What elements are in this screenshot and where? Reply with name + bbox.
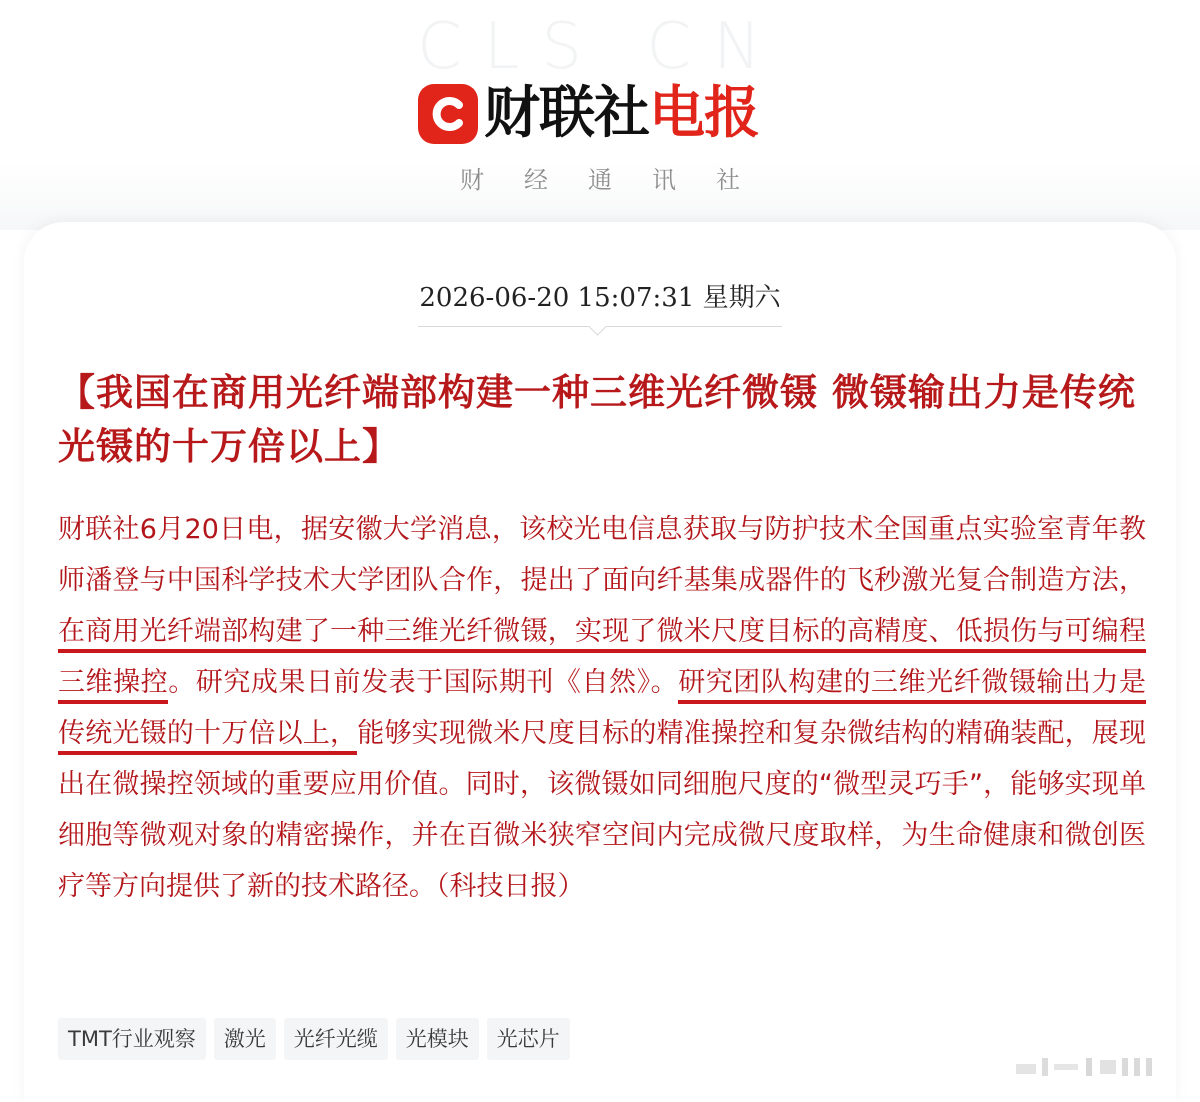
logo-wordmark-telegraph: 电报 (649, 81, 759, 146)
article-datetime: 2026-06-20 15:07:31 星期六 (419, 283, 781, 313)
body-segment: 。研究成果日前发表于国际期刊《自然》。 (168, 667, 679, 698)
body-highlight: 在商用光纤端部构建了一种三维光纤微镊，实现了微米尺度目标的高精度、低损伤与可编程三维操控 (58, 616, 1146, 704)
tag-chip[interactable]: TMT行业观察 (58, 1018, 206, 1060)
article-body (58, 504, 1146, 912)
tag-chip[interactable]: 光芯片 (487, 1018, 570, 1060)
tag-list (58, 1018, 570, 1060)
logo-wordmark-brand: 财联社 (484, 81, 649, 146)
body-highlight: 研究团队构建的三维光纤微镊输出力是传统光镊的十万倍以上， (58, 667, 1146, 755)
tag-chip[interactable]: 激光 (214, 1018, 276, 1060)
header-watermark: CLS CN (417, 10, 783, 84)
article-headline: 【我国在商用光纤端部构建一种三维光纤微镊 微镊输出力是传统光镊的十万倍以上】 (58, 371, 1136, 468)
cls-logo (418, 81, 759, 146)
logo-wordmark (484, 81, 759, 146)
cls-logo-icon (418, 84, 478, 144)
logo-tagline: 财经通讯社 (460, 166, 780, 194)
more-icon (1010, 1034, 1160, 1088)
tag-chip[interactable]: 光纤光缆 (284, 1018, 388, 1060)
body-segment: 能够实现微米尺度目标的精准操控和复杂微结构的精确装配，展现出在微操控领域的重要应用价值。同时，该微镊如同细胞尺度的“微型灵巧手”，能够实现单细胞等微观对象的精密操作，并在百微米狭窄空间内完成微尺度取样，为生命健康和微创医疗等方向提供了新的技术路径。（科技日报） (58, 718, 1147, 902)
body-segment: 财联社6月20日电，据安徽大学消息，该校光电信息获取与防护技术全国重点实验室青年教师潘登与中国科学技术大学团队合作，提出了面向纤基集成器件的飞秒激光复合制造方法， (58, 514, 1146, 596)
tag-chip[interactable]: 光模块 (396, 1018, 479, 1060)
